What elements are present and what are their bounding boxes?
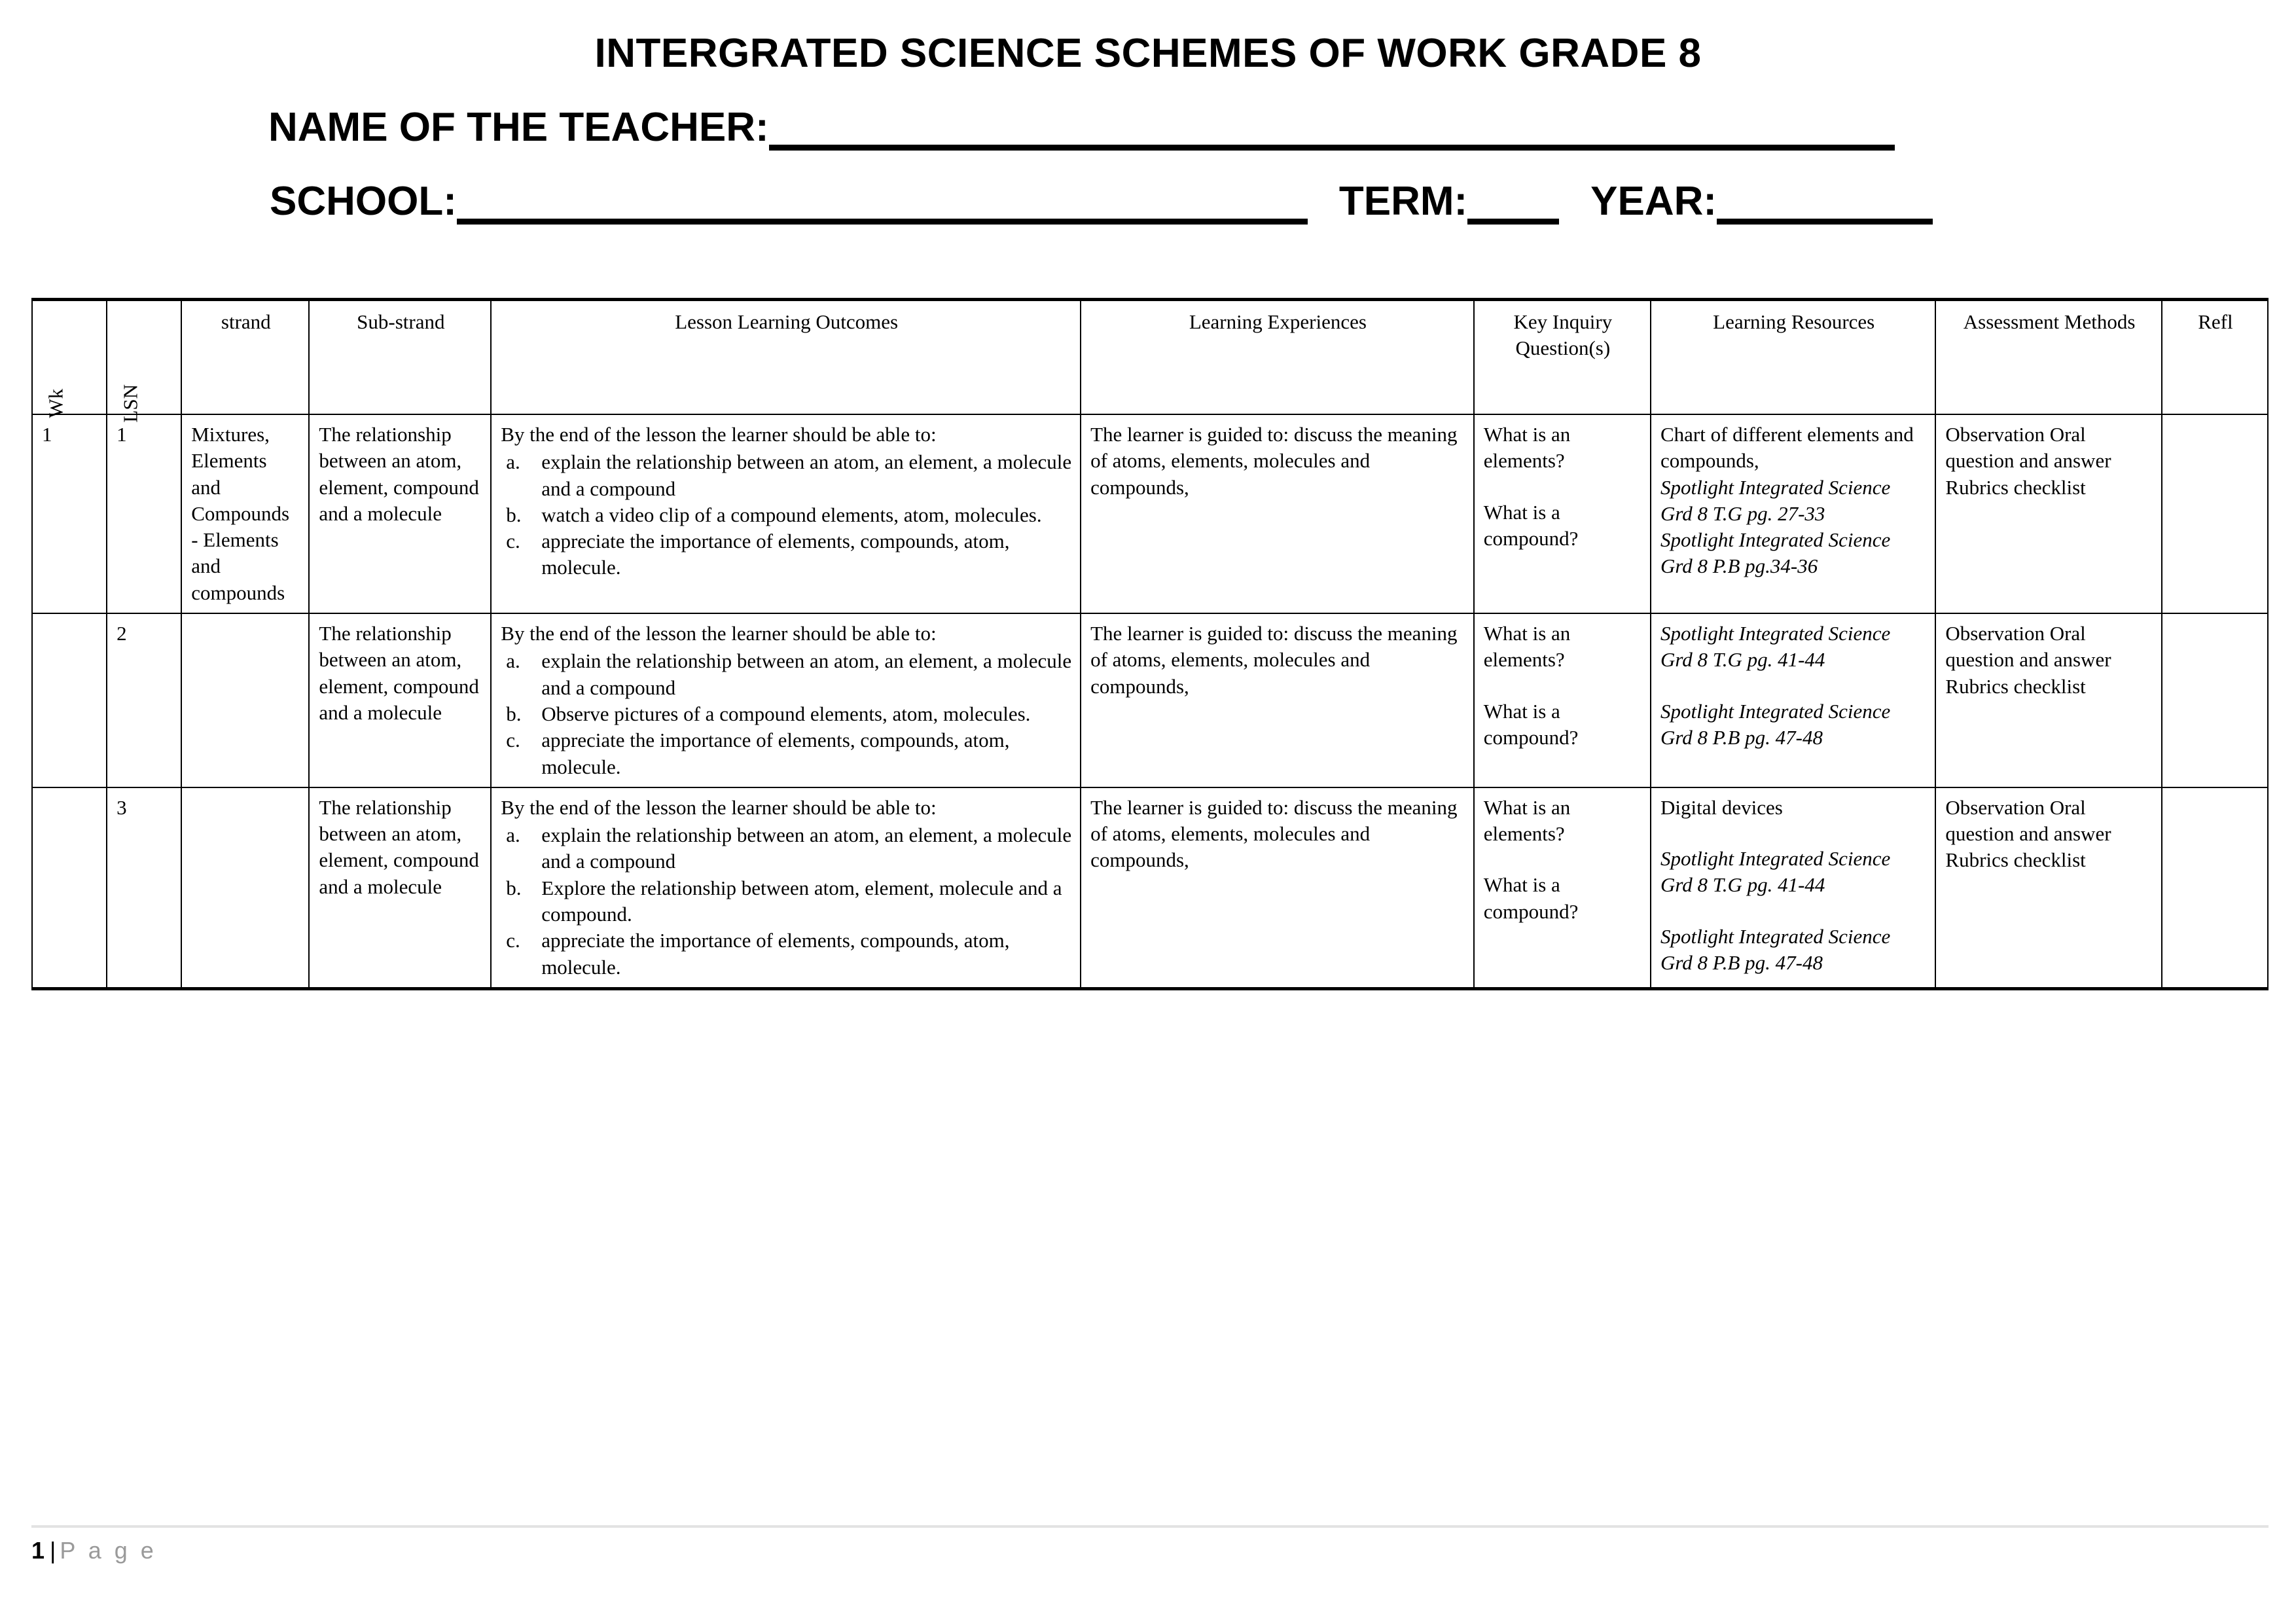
llo-list-text: Observe pictures of a compound elements, atom, molecules. xyxy=(541,702,1031,725)
llo-list-marker: c. xyxy=(506,729,520,752)
column-header-refl: Refl xyxy=(2162,300,2268,415)
llo-list xyxy=(501,449,1072,581)
llo-list-marker: b. xyxy=(506,503,522,526)
cell-key-inquiry-questions xyxy=(1474,787,1651,989)
column-header-lsn: LSN xyxy=(107,300,181,415)
table-row xyxy=(32,787,2268,989)
cell-learning-resources xyxy=(1651,613,1935,787)
key-inquiry-question-2: What is a compound? xyxy=(1483,500,1579,550)
llo-list-text: explain the relationship between an atom, an element, a molecule and a compound xyxy=(541,649,1072,699)
cell-refl xyxy=(2162,414,2268,613)
cell-wk xyxy=(32,787,107,989)
llo-intro: By the end of the lesson the learner should be able to: xyxy=(501,622,937,645)
term-label: TERM: xyxy=(1338,179,1468,224)
cell-strand: Mixtures, Elements and Compounds - Elements and compounds xyxy=(181,414,309,613)
llo-list-text: Explore the relationship between atom, element, molecule and a compound. xyxy=(541,876,1062,926)
llo-intro: By the end of the lesson the learner should be able to: xyxy=(501,795,937,819)
cell-key-inquiry-questions xyxy=(1474,414,1651,613)
cell-lsn: 1 xyxy=(107,414,181,613)
school-label: SCHOOL: xyxy=(270,179,457,224)
year-label: YEAR: xyxy=(1590,179,1717,224)
key-inquiry-question-1: What is an elements? xyxy=(1483,423,1571,473)
llo-list-item xyxy=(501,449,1072,502)
llo-list-marker: a. xyxy=(506,649,520,673)
cell-strand xyxy=(181,613,309,787)
column-header-sub-strand: Sub-strand xyxy=(309,300,491,415)
key-inquiry-question-1: What is an elements? xyxy=(1483,622,1571,672)
llo-list-marker: b. xyxy=(506,702,522,725)
cell-lesson-learning-outcomes xyxy=(491,414,1081,613)
resource-spacer xyxy=(1660,899,1927,924)
table-row xyxy=(32,613,2268,787)
school-term-year-field-row xyxy=(0,178,2296,225)
key-inquiry-question-2: What is a compound? xyxy=(1483,699,1579,749)
key-inquiry-spacer xyxy=(1484,847,1642,872)
cell-assessment-methods: Observation Oral question and answer Rubrics checklist xyxy=(1935,613,2161,787)
column-header-wk: Wk xyxy=(32,300,107,415)
llo-list xyxy=(501,648,1072,780)
cell-learning-experiences: The learner is guided to: discuss the meaning of atoms, elements, molecules and compounds, xyxy=(1081,414,1474,613)
document-title: INTERGRATED SCIENCE SCHEMES OF WORK GRADE 8 xyxy=(594,31,1702,76)
footer-page-word: P a g e xyxy=(60,1537,157,1564)
llo-list-marker: b. xyxy=(506,876,522,899)
table-row xyxy=(32,414,2268,613)
term-input[interactable] xyxy=(1467,189,1559,225)
cell-lsn: 2 xyxy=(107,613,181,787)
resource-reference: Spotlight Integrated Science Grd 8 T.G pg. 27-33 xyxy=(1660,475,1891,525)
column-header-assessment-methods: Assessment Methods xyxy=(1935,300,2161,415)
llo-list-item xyxy=(501,928,1072,981)
llo-list-item xyxy=(501,875,1072,928)
cell-lesson-learning-outcomes xyxy=(491,787,1081,989)
key-inquiry-question-2: What is a compound? xyxy=(1483,873,1579,923)
cell-sub-strand: The relationship between an atom, element, compound and a molecule xyxy=(309,787,491,989)
cell-wk: 1 xyxy=(32,414,107,613)
cell-lesson-learning-outcomes xyxy=(491,613,1081,787)
cell-refl xyxy=(2162,787,2268,989)
resource-spacer xyxy=(1660,674,1927,698)
llo-list-text: appreciate the importance of elements, compounds, atom, molecule. xyxy=(541,929,1010,979)
resource-spacer xyxy=(1660,821,1927,846)
column-header-lesson-learning-outcomes: Lesson Learning Outcomes xyxy=(491,300,1081,415)
cell-learning-experiences: The learner is guided to: discuss the meaning of atoms, elements, molecules and compounds, xyxy=(1081,613,1474,787)
footer-page-number: 1 xyxy=(31,1537,45,1564)
llo-list-text: explain the relationship between an atom, an element, a molecule and a compound xyxy=(541,450,1072,500)
cell-sub-strand: The relationship between an atom, element, compound and a molecule xyxy=(309,414,491,613)
cell-sub-strand: The relationship between an atom, element, compound and a molecule xyxy=(309,613,491,787)
table-header-row xyxy=(32,300,2268,415)
table-body xyxy=(32,414,2268,988)
llo-list-item xyxy=(501,701,1072,727)
llo-list-text: explain the relationship between an atom, an element, a molecule and a compound xyxy=(541,823,1072,873)
llo-list-marker: a. xyxy=(506,450,520,474)
llo-list-item xyxy=(501,727,1072,780)
teacher-name-input[interactable] xyxy=(769,115,1895,151)
key-inquiry-question-1: What is an elements? xyxy=(1483,795,1571,846)
llo-list-marker: c. xyxy=(506,530,520,553)
resource-reference: Spotlight Integrated Science Grd 8 P.B pg. 47-48 xyxy=(1660,699,1891,749)
teacher-name-field-row xyxy=(0,104,2296,151)
schemes-of-work-table xyxy=(31,298,2269,990)
llo-list-text: watch a video clip of a compound elements, atom, molecules. xyxy=(541,503,1042,526)
llo-list xyxy=(501,822,1072,981)
footer-page-indicator xyxy=(31,1537,2269,1564)
cell-strand xyxy=(181,787,309,989)
column-header-learning-experiences: Learning Experiences xyxy=(1081,300,1474,415)
resource-material: Digital devices xyxy=(1660,795,1783,819)
resource-reference: Spotlight Integrated Science Grd 8 P.B pg.34-36 xyxy=(1660,528,1891,578)
resource-reference: Spotlight Integrated Science Grd 8 T.G pg. 41-44 xyxy=(1660,622,1891,672)
llo-list-text: appreciate the importance of elements, compounds, atom, molecule. xyxy=(541,729,1010,778)
llo-list-item xyxy=(501,502,1072,528)
column-header-learning-resources: Learning Resources xyxy=(1651,300,1935,415)
llo-list-marker: a. xyxy=(506,823,520,847)
cell-learning-resources xyxy=(1651,414,1935,613)
cell-learning-experiences: The learner is guided to: discuss the meaning of atoms, elements, molecules and compounds, xyxy=(1081,787,1474,989)
cell-wk xyxy=(32,613,107,787)
resource-reference: Spotlight Integrated Science Grd 8 P.B pg. 47-48 xyxy=(1660,924,1891,975)
footer-divider xyxy=(31,1525,2269,1528)
cell-lsn: 3 xyxy=(107,787,181,989)
llo-list-item xyxy=(501,528,1072,581)
resource-material: Chart of different elements and compounds, xyxy=(1660,423,1914,473)
cell-learning-resources xyxy=(1651,787,1935,989)
footer-separator: | xyxy=(50,1537,56,1564)
resource-reference: Spotlight Integrated Science Grd 8 T.G pg. 41-44 xyxy=(1660,847,1891,897)
llo-list-marker: c. xyxy=(506,929,520,952)
llo-list-item xyxy=(501,822,1072,875)
page-footer xyxy=(31,1525,2269,1564)
llo-list-text: appreciate the importance of elements, compounds, atom, molecule. xyxy=(541,530,1010,579)
cell-assessment-methods: Observation Oral question and answer Rubrics checklist xyxy=(1935,414,2161,613)
column-header-key-inquiry-questions: Key Inquiry Question(s) xyxy=(1474,300,1651,415)
llo-list-item xyxy=(501,648,1072,701)
llo-intro: By the end of the lesson the learner should be able to: xyxy=(501,423,937,446)
cell-assessment-methods: Observation Oral question and answer Rubrics checklist xyxy=(1935,787,2161,989)
column-header-strand: strand xyxy=(181,300,309,415)
teacher-name-label: NAME OF THE TEACHER: xyxy=(268,105,769,150)
cell-key-inquiry-questions xyxy=(1474,613,1651,787)
school-input[interactable] xyxy=(457,189,1308,225)
key-inquiry-spacer xyxy=(1484,674,1642,698)
cell-refl xyxy=(2162,613,2268,787)
year-input[interactable] xyxy=(1717,189,1933,225)
key-inquiry-spacer xyxy=(1484,475,1642,499)
